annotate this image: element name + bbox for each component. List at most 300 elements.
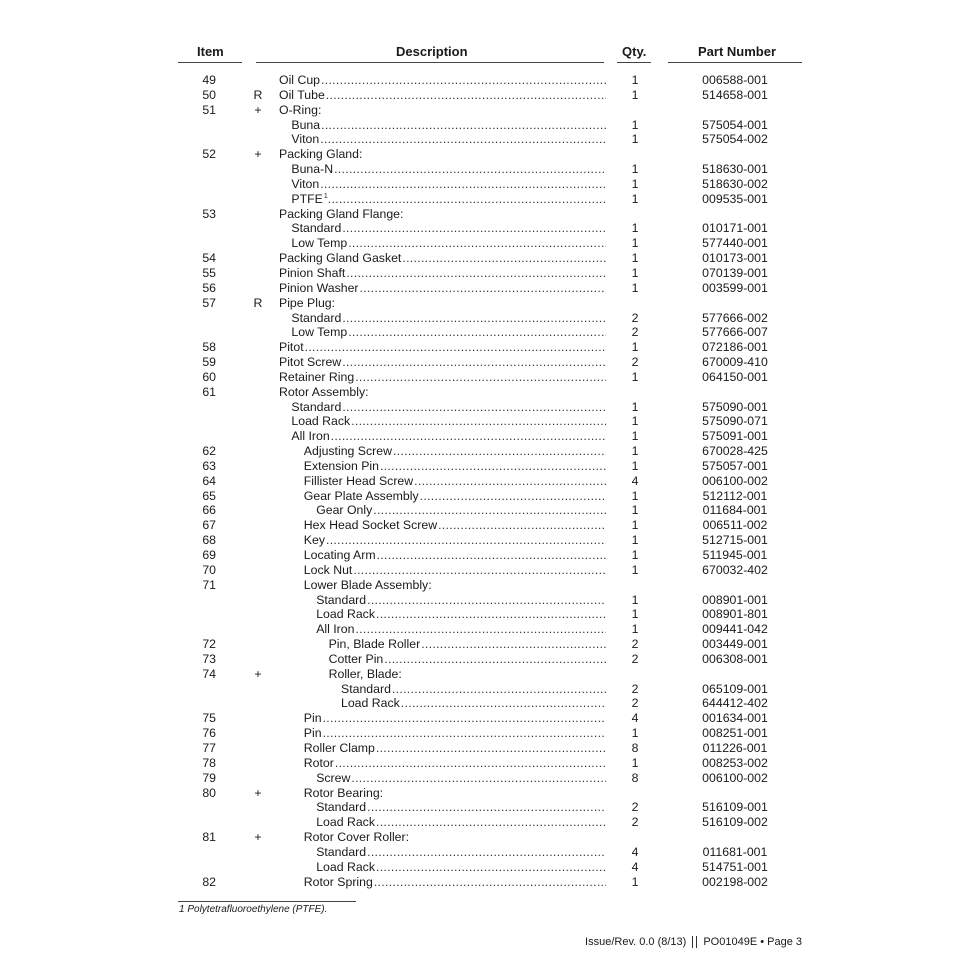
item-qty: 2 — [631, 651, 639, 666]
item-description — [329, 637, 606, 652]
table-row — [0, 682, 980, 697]
item-flag: + — [254, 785, 262, 800]
table-row — [0, 162, 980, 177]
item-part-number: 516109-001 — [702, 800, 768, 815]
description-text: Roller Clamp — [303, 740, 375, 755]
item-flag: R — [253, 87, 263, 102]
description-text: Pin, Blade Roller — [328, 637, 421, 652]
description-text: Gear Plate Assembly — [303, 488, 419, 503]
item-description — [291, 414, 606, 429]
description-text: Oil Tube — [279, 87, 325, 102]
header-description: Description — [396, 44, 468, 59]
table-row — [0, 741, 980, 756]
item-description — [316, 593, 606, 608]
item-description — [279, 103, 606, 118]
description-text: Gear Only — [316, 503, 373, 518]
item-number: 72 — [202, 637, 216, 652]
item-description — [279, 73, 606, 88]
description-text: Adjusting Screw — [303, 444, 392, 459]
table-row — [0, 355, 980, 370]
item-part-number: 010173-001 — [702, 251, 768, 266]
item-number: 56 — [202, 280, 216, 295]
item-part-number: 670009-410 — [702, 355, 768, 370]
table-row — [0, 103, 980, 118]
item-qty: 2 — [631, 800, 639, 815]
item-qty: 1 — [631, 251, 639, 266]
item-description — [316, 622, 606, 637]
item-description — [291, 400, 606, 415]
table-row — [0, 726, 980, 741]
description-text: Standard — [316, 800, 367, 815]
item-part-number: 518630-002 — [702, 176, 768, 191]
table-row — [0, 73, 980, 88]
item-number: 78 — [202, 755, 216, 770]
item-qty: 1 — [631, 874, 639, 889]
table-row — [0, 489, 980, 504]
item-number: 67 — [202, 518, 216, 533]
item-part-number: 006100-002 — [702, 473, 768, 488]
description-text: Load Rack — [291, 414, 351, 429]
description-text: Rotor Assembly: — [279, 384, 369, 399]
item-qty: 1 — [631, 87, 639, 102]
item-part-number: 516109-002 — [702, 815, 768, 830]
item-part-number: 575057-001 — [702, 458, 768, 473]
description-text: Fillister Head Screw — [303, 473, 414, 488]
item-qty: 8 — [631, 770, 639, 785]
table-row — [0, 637, 980, 652]
item-qty: 1 — [631, 73, 639, 87]
item-description — [316, 815, 606, 830]
item-part-number: 518630-001 — [702, 162, 768, 177]
page-footer — [585, 936, 802, 948]
item-description — [316, 607, 606, 622]
item-qty: 2 — [631, 310, 639, 325]
table-row — [0, 474, 980, 489]
item-description — [291, 132, 606, 147]
item-qty: 1 — [631, 622, 639, 637]
description-text: Cotter Pin — [328, 651, 384, 666]
header-rule-description — [256, 62, 604, 63]
description-text: Lower Blade Assembly: — [303, 577, 432, 592]
item-number: 77 — [202, 740, 216, 755]
item-qty: 1 — [631, 191, 639, 206]
item-number: 50 — [202, 87, 216, 102]
table-row — [0, 340, 980, 355]
item-description — [316, 771, 606, 786]
item-part-number: 670028-425 — [702, 444, 768, 459]
item-qty: 1 — [631, 369, 639, 384]
item-qty: 1 — [631, 755, 639, 770]
item-number: 80 — [202, 785, 216, 800]
item-part-number: 006588-001 — [702, 73, 768, 87]
footer-doc: PO01049E • Page 3 — [703, 936, 802, 948]
item-qty: 1 — [631, 176, 639, 191]
table-row — [0, 118, 980, 133]
description-text: Low Temp — [291, 236, 348, 251]
description-text: O-Ring: — [279, 102, 322, 117]
item-part-number: 577666-002 — [702, 310, 768, 325]
footnote: 1 Polytetrafluoroethylene (PTFE). — [179, 904, 328, 915]
item-part-number: 011684-001 — [702, 503, 768, 518]
item-qty: 1 — [631, 221, 639, 236]
description-text: Locating Arm — [303, 548, 376, 562]
item-description — [279, 385, 606, 400]
item-number: 49 — [202, 73, 216, 87]
description-text: Load Rack — [316, 815, 375, 830]
item-number: 53 — [202, 206, 216, 221]
description-text: Viton — [291, 176, 320, 191]
footer-separator — [692, 936, 697, 948]
header-rule-qty — [617, 62, 651, 63]
item-number: 54 — [202, 251, 216, 266]
item-description — [304, 786, 606, 801]
item-description — [316, 845, 606, 860]
item-description — [291, 177, 606, 192]
description-text: All Iron — [316, 622, 355, 637]
table-row — [0, 281, 980, 296]
description-text: Retainer Ring — [279, 369, 355, 384]
table-row — [0, 251, 980, 266]
table-row — [0, 503, 980, 518]
item-description — [304, 756, 606, 771]
item-description — [304, 726, 606, 741]
item-part-number: 002198-002 — [702, 874, 768, 889]
item-qty: 2 — [631, 815, 639, 830]
item-qty: 2 — [631, 355, 639, 370]
item-part-number: 575054-001 — [702, 117, 768, 132]
header-qty: Qty. — [622, 44, 647, 59]
item-description — [291, 311, 606, 326]
table-row — [0, 815, 980, 830]
table-row — [0, 830, 980, 845]
item-description — [304, 533, 606, 548]
item-part-number: 511945-001 — [702, 548, 768, 562]
table-row — [0, 518, 980, 533]
table-row — [0, 607, 980, 622]
item-description — [279, 88, 606, 103]
description-text: Pipe Plug: — [279, 295, 336, 310]
item-description — [316, 860, 606, 875]
description-text: Oil Cup — [279, 73, 321, 87]
item-description — [279, 370, 606, 385]
item-part-number: 514658-001 — [702, 87, 768, 102]
table-row — [0, 593, 980, 608]
item-qty: 1 — [631, 414, 639, 429]
table-row — [0, 667, 980, 682]
item-part-number: 001634-001 — [702, 711, 768, 726]
item-part-number: 512112-001 — [702, 488, 768, 503]
item-flag: R — [253, 295, 263, 310]
item-part-number: 011226-001 — [702, 740, 768, 755]
item-description — [304, 875, 606, 890]
description-text: Pin — [303, 711, 322, 726]
item-part-number: 008251-001 — [702, 726, 768, 741]
item-number: 65 — [202, 488, 216, 503]
item-part-number: 575090-071 — [702, 414, 768, 429]
item-number: 69 — [202, 548, 216, 562]
item-description — [304, 830, 606, 845]
item-description — [279, 296, 606, 311]
description-text: Rotor — [303, 755, 334, 770]
item-qty: 1 — [631, 429, 639, 444]
item-qty: 1 — [631, 162, 639, 177]
item-description — [291, 118, 606, 133]
item-qty: 1 — [631, 280, 639, 295]
item-part-number: 514751-001 — [702, 859, 768, 874]
table-row — [0, 563, 980, 578]
item-description — [279, 281, 606, 296]
description-text: Roller, Blade: — [328, 666, 402, 681]
table-row — [0, 652, 980, 667]
item-part-number: 577440-001 — [702, 236, 768, 251]
item-number: 68 — [202, 533, 216, 548]
item-number: 52 — [202, 147, 216, 162]
description-text: Viton — [291, 132, 320, 147]
item-description — [279, 251, 606, 266]
description-text: Pinion Washer — [279, 280, 359, 295]
item-description — [291, 221, 606, 236]
item-description — [304, 563, 606, 578]
item-description — [304, 459, 606, 474]
footnote-rule — [178, 901, 356, 902]
item-description — [304, 548, 606, 563]
item-qty: 1 — [631, 518, 639, 533]
item-flag: + — [254, 666, 262, 681]
description-text: Key — [303, 533, 325, 548]
item-number: 79 — [202, 770, 216, 785]
item-description — [341, 696, 606, 711]
item-qty: 1 — [631, 132, 639, 147]
table-row — [0, 400, 980, 415]
table-row — [0, 756, 980, 771]
item-number: 60 — [202, 369, 216, 384]
item-part-number: 003599-001 — [702, 280, 768, 295]
table-row — [0, 800, 980, 815]
footnote-marker: 1 — [323, 192, 328, 200]
item-flag: + — [254, 102, 262, 117]
description-text: Standard — [291, 310, 342, 325]
table-row — [0, 132, 980, 147]
item-part-number: 003449-001 — [702, 637, 768, 652]
table-row — [0, 385, 980, 400]
item-qty: 2 — [631, 325, 639, 340]
parts-table — [0, 73, 980, 889]
item-qty: 1 — [631, 548, 639, 562]
description-text: Pinion Shaft — [279, 265, 346, 280]
item-part-number: 009535-001 — [702, 191, 768, 206]
item-number: 58 — [202, 340, 216, 355]
description-text: Hex Head Socket Screw — [303, 518, 438, 533]
description-text: Standard — [291, 221, 342, 236]
item-qty: 1 — [631, 399, 639, 414]
item-description — [304, 474, 606, 489]
item-qty: 4 — [631, 473, 639, 488]
item-qty: 1 — [631, 236, 639, 251]
item-part-number: 008901-001 — [702, 592, 768, 607]
table-row — [0, 860, 980, 875]
table-row — [0, 192, 980, 207]
item-qty: 8 — [631, 740, 639, 755]
header-item: Item — [197, 44, 224, 59]
item-qty: 1 — [631, 607, 639, 622]
description-text: Low Temp — [291, 325, 348, 340]
description-text: Standard — [316, 844, 367, 859]
description-text: Packing Gland Gasket — [279, 251, 402, 266]
table-row — [0, 266, 980, 281]
description-text: Extension Pin — [303, 458, 379, 473]
item-number: 62 — [202, 444, 216, 459]
item-number: 71 — [202, 577, 216, 592]
footer-issue: Issue/Rev. 0.0 (8/13) — [585, 936, 687, 948]
item-qty: 1 — [631, 444, 639, 459]
item-qty: 2 — [631, 681, 639, 696]
item-part-number: 072186-001 — [702, 340, 768, 355]
description-text: Rotor Spring — [303, 874, 373, 889]
description-text: Lock Nut — [303, 562, 353, 577]
item-qty: 1 — [631, 503, 639, 518]
header-rule-part-number — [668, 62, 802, 63]
item-description — [329, 652, 606, 667]
item-description — [341, 682, 606, 697]
table-row — [0, 311, 980, 326]
item-description — [304, 741, 606, 756]
item-description — [279, 207, 606, 222]
description-text: Packing Gland: — [279, 147, 363, 162]
item-qty: 2 — [631, 696, 639, 711]
item-part-number: 009441-042 — [702, 622, 768, 637]
item-part-number: 575054-002 — [702, 132, 768, 147]
item-number: 70 — [202, 562, 216, 577]
table-row — [0, 459, 980, 474]
item-number: 51 — [202, 102, 216, 117]
description-text: Load Rack — [316, 607, 375, 622]
description-text: Standard — [341, 681, 391, 696]
item-number: 76 — [202, 726, 216, 741]
description-text: Screw — [316, 770, 351, 785]
item-part-number: 512715-001 — [702, 533, 768, 548]
item-part-number: 006100-002 — [702, 770, 768, 785]
table-row — [0, 221, 980, 236]
item-number: 64 — [202, 473, 216, 488]
table-row — [0, 578, 980, 593]
item-part-number: 064150-001 — [702, 369, 768, 384]
item-qty: 1 — [631, 117, 639, 132]
header-part-number: Part Number — [698, 44, 777, 59]
table-row — [0, 845, 980, 860]
table-row — [0, 429, 980, 444]
item-qty: 1 — [631, 488, 639, 503]
item-part-number: 070139-001 — [702, 265, 768, 280]
item-description — [304, 444, 606, 459]
item-description — [279, 147, 606, 162]
item-description — [279, 355, 606, 370]
item-number: 75 — [202, 711, 216, 726]
item-description — [316, 503, 606, 518]
item-part-number: 575090-001 — [702, 399, 768, 414]
item-number: 81 — [202, 830, 216, 845]
item-qty: 1 — [631, 265, 639, 280]
item-qty: 2 — [631, 637, 639, 652]
item-description — [291, 162, 606, 177]
table-row — [0, 88, 980, 103]
item-number: 66 — [202, 503, 216, 518]
table-row — [0, 875, 980, 890]
table-row — [0, 325, 980, 340]
item-part-number: 575091-001 — [702, 429, 768, 444]
item-flag: + — [254, 830, 262, 845]
item-description — [304, 578, 606, 593]
item-part-number: 006511-002 — [702, 518, 768, 533]
item-description — [279, 340, 606, 355]
item-description — [291, 429, 606, 444]
table-row — [0, 622, 980, 637]
item-number: 82 — [202, 874, 216, 889]
table-row — [0, 711, 980, 726]
item-description — [304, 489, 606, 504]
description-text: Rotor Bearing: — [303, 785, 384, 800]
description-text: Standard — [291, 399, 342, 414]
item-number: 55 — [202, 265, 216, 280]
description-text: Rotor Cover Roller: — [303, 830, 410, 845]
item-number: 74 — [202, 666, 216, 681]
item-part-number: 065109-001 — [702, 681, 768, 696]
table-row — [0, 696, 980, 711]
description-text: All Iron — [291, 429, 330, 444]
item-number: 57 — [202, 295, 216, 310]
item-qty: 1 — [631, 458, 639, 473]
table-row — [0, 786, 980, 801]
table-row — [0, 177, 980, 192]
item-qty: 1 — [631, 562, 639, 577]
item-part-number: 008901-801 — [702, 607, 768, 622]
item-part-number: 577666-007 — [702, 325, 768, 340]
item-description — [316, 800, 606, 815]
description-text: Pitot — [279, 340, 304, 355]
item-number: 61 — [202, 384, 216, 399]
item-description — [304, 518, 606, 533]
item-qty: 1 — [631, 592, 639, 607]
table-row — [0, 414, 980, 429]
item-part-number: 644412-402 — [702, 696, 768, 711]
description-text: Load Rack — [316, 859, 375, 874]
table-row — [0, 771, 980, 786]
item-part-number: 670032-402 — [702, 562, 768, 577]
table-row — [0, 370, 980, 385]
item-description — [291, 325, 606, 340]
table-row — [0, 236, 980, 251]
item-flag: + — [254, 147, 262, 162]
table-row — [0, 147, 980, 162]
description-text: Packing Gland Flange: — [279, 206, 404, 221]
table-row — [0, 548, 980, 563]
table-row — [0, 207, 980, 222]
description-text: PTFE — [291, 191, 323, 206]
description-text: Buna-N — [291, 162, 334, 177]
item-number: 73 — [202, 651, 216, 666]
table-row — [0, 444, 980, 459]
item-description — [279, 266, 606, 281]
item-number: 63 — [202, 458, 216, 473]
item-qty: 1 — [631, 726, 639, 741]
item-part-number: 006308-001 — [702, 651, 768, 666]
description-text: Pitot Screw — [279, 355, 342, 370]
description-text: Buna — [291, 117, 321, 132]
description-text: Pin — [303, 726, 322, 741]
table-row — [0, 296, 980, 311]
item-qty: 4 — [631, 859, 639, 874]
item-number: 59 — [202, 355, 216, 370]
table-row — [0, 533, 980, 548]
